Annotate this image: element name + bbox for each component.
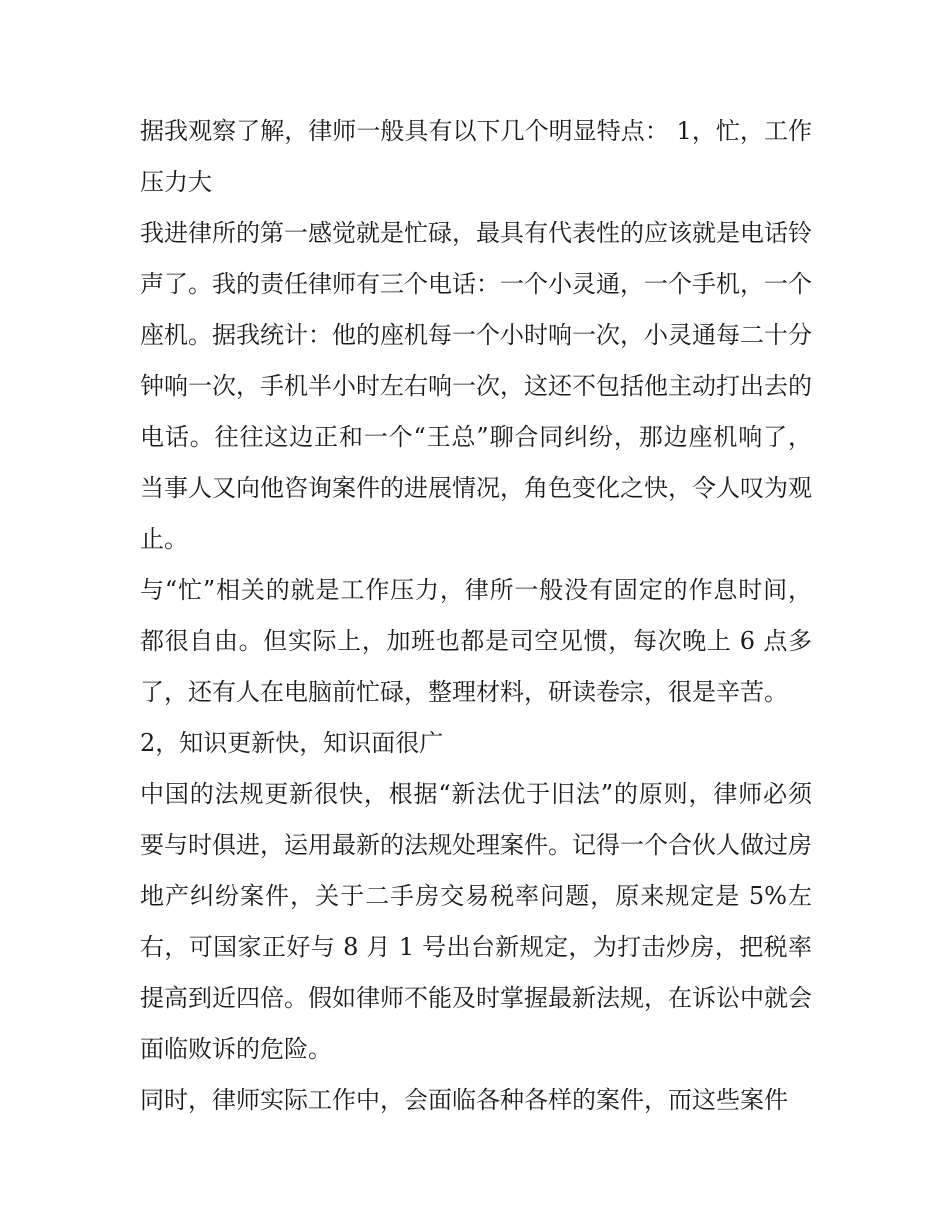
paragraph-heading-knowledge: 2，知识更新快，知识面很广 (140, 729, 444, 757)
paragraph-law-updates: 中国的法规更新很快，根据“新法优于旧法”的原则，律师必须要与时俱进，运用最新的法规处理案件。记得一个合伙人做过房地产纠纷案件，关于二手房交易税率问题，原来规定是 5%左右，可国家正好与 8 月 1 号出台新规定，为打击炒房，把税率提高到近四倍。假如律师不能及时掌握最新法规，在诉讼中就会面临败诉的危险。 (140, 780, 812, 1063)
paragraph-work-pressure: 与“忙”相关的就是工作压力，律所一般没有固定的作息时间，都很自由。但实际上，加班也都是司空见惯，每次晚上 6 点多了，还有人在电脑前忙碌，整理材料，研读卷宗，很是辛苦。 (140, 576, 812, 706)
paragraph-observation-intro: 据我观察了解，律师一般具有以下几个明显特点： 1，忙，工作压力大 (140, 117, 812, 196)
document-body (140, 106, 812, 1126)
paragraph-busy-phones: 我进律所的第一感觉就是忙碌，最具有代表性的应该就是电话铃声了。我的责任律师有三个电话：一个小灵通，一个手机，一个座机。据我统计：他的座机每一个小时响一次，小灵通每二十分钟响一次，手机半小时左右响一次，这还不包括他主动打出去的电话。往往这边正和一个“王总”聊合同纠纷，那边座机响了，当事人又向他咨询案件的进展情况，角色变化之快，令人叹为观止。 (140, 219, 812, 553)
paragraph-various-cases: 同时，律师实际工作中，会面临各种各样的案件，而这些案件 (140, 1086, 788, 1114)
